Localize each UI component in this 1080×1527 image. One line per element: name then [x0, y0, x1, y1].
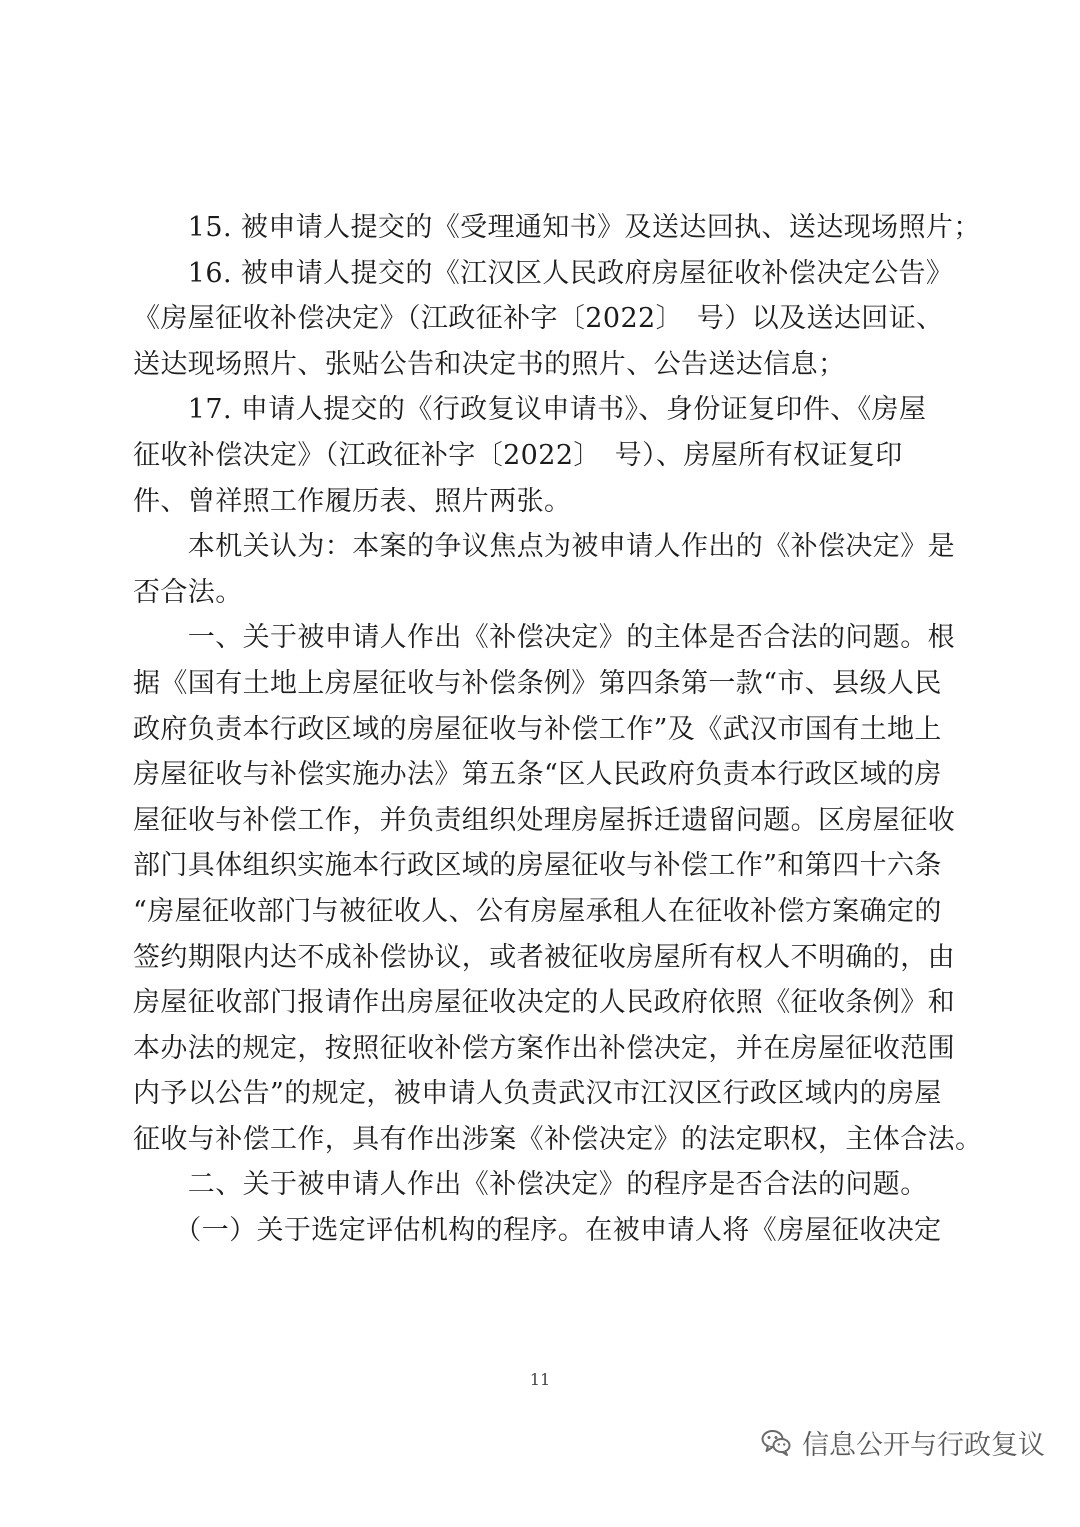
page-number: 11	[529, 1370, 551, 1389]
text-line: 17. 申请人提交的《行政复议申请书》、身份证复印件、《房屋	[133, 394, 927, 426]
text-line: “房屋征收部门与被征收人、公有房屋承租人在征收补偿方案确定的	[133, 895, 942, 927]
text-line: 本机关认为：本案的争议焦点为被申请人作出的《补偿决定》是	[133, 531, 955, 563]
text-line: 房屋征收部门报请作出房屋征收决定的人民政府依照《征收条例》和	[133, 987, 955, 1019]
text-line: 房屋征收与补偿实施办法》第五条“区人民政府负责本行政区域的房	[133, 759, 942, 791]
text-line: 15. 被申请人提交的《受理通知书》及送达回执、送达现场照片；	[133, 212, 981, 243]
text-line: 征收与补偿工作，具有作出涉案《补偿决定》的法定职权，主体合法。	[133, 1123, 983, 1155]
text-line: 征收补偿决定》（江政征补字〔2022〕 号）、房屋所有权证复印	[133, 439, 903, 471]
watermark	[760, 1420, 1045, 1464]
text-line: （一）关于选定评估机构的程序。在被申请人将《房屋征收决定	[133, 1215, 942, 1247]
text-line: 签约期限内达不成补偿协议，或者被征收房屋所有权人不明确的，由	[133, 941, 955, 973]
text-line: 《房屋征收补偿决定》（江政征补字〔2022〕 号）以及送达回证、	[133, 303, 944, 335]
text-line: 16. 被申请人提交的《江汉区人民政府房屋征收补偿决定公告》	[133, 257, 954, 289]
text-line: 屋征收与补偿工作，并负责组织处理房屋拆迁遗留问题。区房屋征收	[133, 804, 955, 836]
text-line: 件、曾祥照工作履历表、照片两张。	[133, 485, 572, 517]
wechat-icon	[760, 1426, 792, 1458]
text-line: 送达现场照片、张贴公告和决定书的照片、公告送达信息；	[133, 348, 846, 380]
text-line: 政府负责本行政区域的房屋征收与补偿工作”及《武汉市国有土地上	[133, 713, 942, 745]
text-line: 内予以公告”的规定，被申请人负责武汉市江汉区行政区域内的房屋	[133, 1078, 942, 1110]
watermark-text: 信息公开与行政复议	[802, 1429, 1045, 1461]
text-line: 一、关于被申请人作出《补偿决定》的主体是否合法的问题。根	[133, 622, 955, 654]
text-line: 据《国有土地上房屋征收与补偿条例》第四条第一款“市、县级人民	[133, 667, 942, 699]
text-line: 否合法。	[133, 576, 243, 608]
text-line: 本办法的规定，按照征收补偿方案作出补偿决定，并在房屋征收范围	[133, 1032, 955, 1064]
document-body	[133, 205, 983, 1254]
text-line: 二、关于被申请人作出《补偿决定》的程序是否合法的问题。	[133, 1169, 928, 1201]
text-line: 部门具体组织实施本行政区域的房屋征收与补偿工作”和第四十六条	[133, 850, 942, 882]
